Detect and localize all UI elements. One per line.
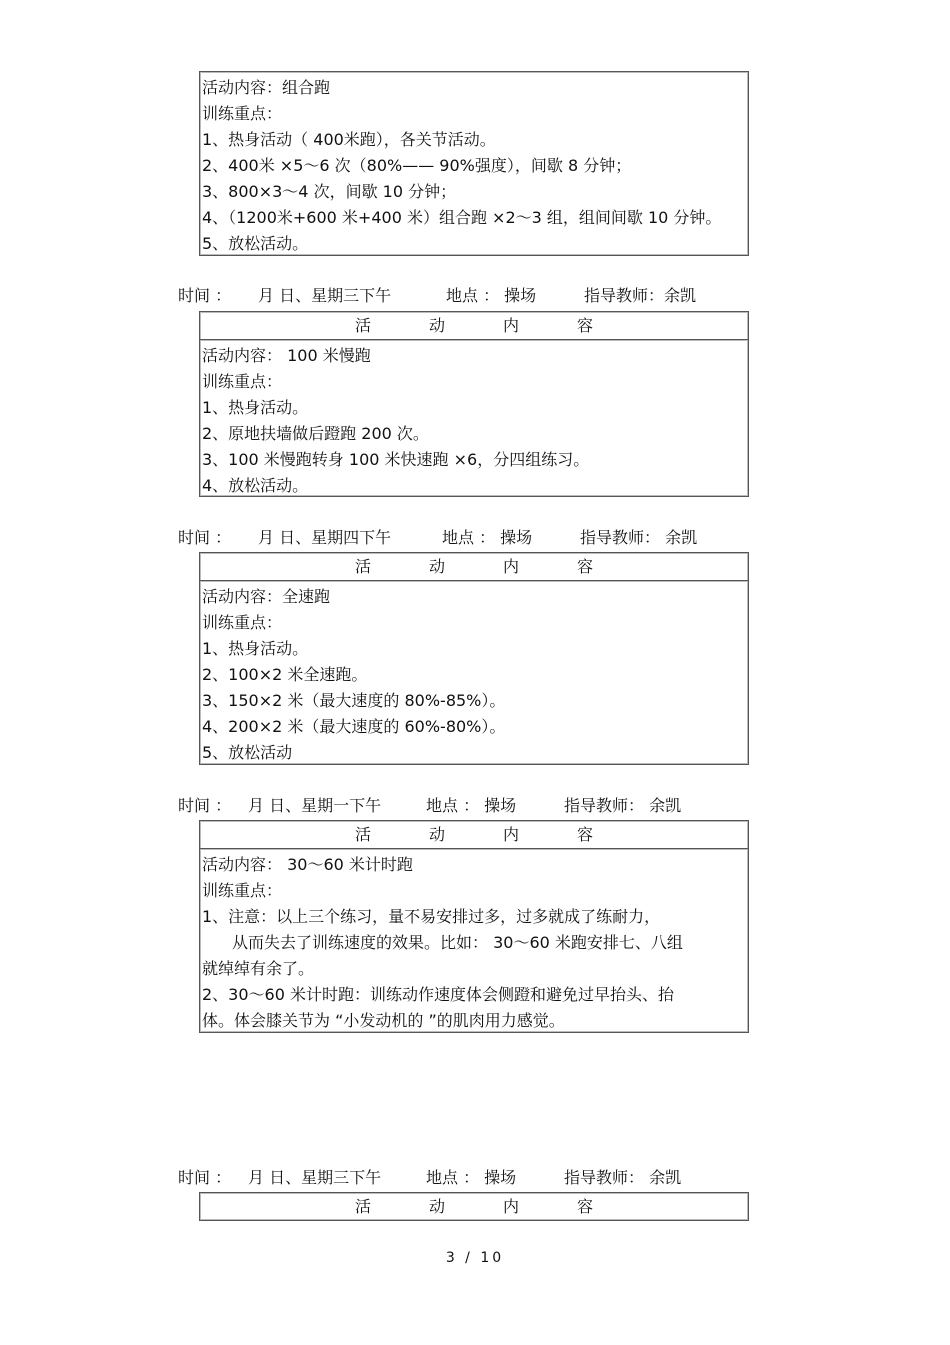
activity-line: 1、热身活动。: [202, 398, 309, 417]
header-char: 动: [428, 557, 445, 576]
session-info-row: [178, 526, 697, 550]
activity-line: 2、100×2 米全速跑。: [202, 665, 368, 684]
place-label: 地点 ： 操场: [426, 1168, 517, 1187]
activity-line: 4、放松活动。: [202, 476, 309, 495]
activity-box-2: [199, 311, 749, 497]
activity-header: [200, 821, 748, 849]
activity-header: [200, 1193, 748, 1220]
header-char: 动: [428, 1197, 445, 1216]
activity-line: 3、150×2 米（最大速度的 80%-85%）。: [202, 691, 506, 710]
time-label: 时间 ：: [178, 1168, 232, 1187]
date-label: 月 日、星期四下午: [258, 528, 392, 547]
session-info-row: [178, 794, 681, 818]
header-char: 内: [503, 316, 520, 335]
activity-line: 4、200×2 米（最大速度的 60%-80%）。: [202, 717, 506, 736]
header-char: 容: [577, 1197, 594, 1216]
activity-line: 1、热身活动。: [202, 639, 309, 658]
teacher-label: 指导教师： 余凯: [580, 528, 698, 547]
place-label: 地点 ： 操场: [446, 286, 537, 305]
activity-line: 就绰绰有余了。: [202, 959, 315, 978]
activity-line: 训练重点：: [202, 613, 283, 632]
activity-line: 训练重点：: [202, 104, 283, 123]
activity-line: 1、注意：以上三个练习，量不易安排过多，过多就成了练耐力，: [202, 907, 661, 926]
header-char: 动: [428, 316, 445, 335]
session-info-row: [178, 284, 696, 308]
activity-line: 体。体会膝关节为 “小发动机的 ”的肌肉用力感觉。: [202, 1011, 565, 1030]
activity-line: 5、放松活动: [202, 743, 293, 762]
activity-header: [200, 553, 748, 581]
header-char: 容: [577, 557, 594, 576]
activity-line: 5、放松活动。: [202, 234, 309, 253]
activity-box-5: [199, 1192, 749, 1221]
date-label: 月 日、星期三下午: [258, 286, 392, 305]
activity-line: 3、800×3～4 次，间歇 10 分钟；: [202, 182, 457, 201]
header-char: 容: [577, 316, 594, 335]
activity-line: 2、原地扶墙做后蹬跑 200 次。: [202, 424, 429, 443]
activity-box-3: [199, 552, 749, 765]
activity-line: 1、热身活动（ 400米跑），各关节活动。: [202, 130, 496, 149]
header-char: 动: [428, 825, 445, 844]
teacher-label: 指导教师： 余凯: [564, 796, 682, 815]
header-char: 活: [354, 557, 371, 576]
activity-line: 2、400米 ×5～6 次（80%—— 90%强度），间歇 8 分钟；: [202, 156, 632, 175]
activity-line: 2、30～60 米计时跑：训练动作速度体会侧蹬和避免过早抬头、抬: [202, 985, 674, 1004]
date-label: 月 日、星期三下午: [248, 1168, 382, 1187]
session-info-row: [178, 1166, 681, 1190]
header-char: 活: [354, 825, 371, 844]
activity-line: 活动内容：全速跑: [202, 587, 331, 606]
activity-line: 训练重点：: [202, 881, 283, 900]
activity-line: 活动内容： 100 米慢跑: [202, 346, 371, 365]
time-label: 时间 ：: [178, 528, 232, 547]
place-label: 地点 ： 操场: [442, 528, 533, 547]
page-number: 3 / 10: [445, 1250, 505, 1266]
date-label: 月 日、星期一下午: [248, 796, 382, 815]
activity-header: [200, 312, 748, 340]
time-label: 时间 ：: [178, 796, 232, 815]
time-label: 时间 ：: [178, 286, 232, 305]
header-char: 活: [354, 316, 371, 335]
activity-line: 活动内容：组合跑: [202, 78, 331, 97]
header-char: 内: [503, 557, 520, 576]
activity-box-4: [199, 820, 749, 1033]
activity-line: 4、（1200米+600 米+400 米）组合跑 ×2～3 组，组间间歇 10 分钟。: [202, 208, 722, 227]
activity-line: 从而失去了训练速度的效果。比如： 30～60 米跑安排七、八组: [232, 933, 683, 952]
header-char: 内: [503, 1197, 520, 1216]
activity-line: 训练重点：: [202, 372, 283, 391]
teacher-label: 指导教师： 余凯: [564, 1168, 682, 1187]
activity-box-1: [199, 71, 749, 256]
header-char: 内: [503, 825, 520, 844]
place-label: 地点 ： 操场: [426, 796, 517, 815]
header-char: 容: [577, 825, 594, 844]
activity-line: 活动内容： 30～60 米计时跑: [202, 855, 413, 874]
teacher-label: 指导教师：余凯: [584, 286, 697, 305]
header-char: 活: [354, 1197, 371, 1216]
activity-line: 3、100 米慢跑转身 100 米快速跑 ×6，分四组练习。: [202, 450, 590, 469]
